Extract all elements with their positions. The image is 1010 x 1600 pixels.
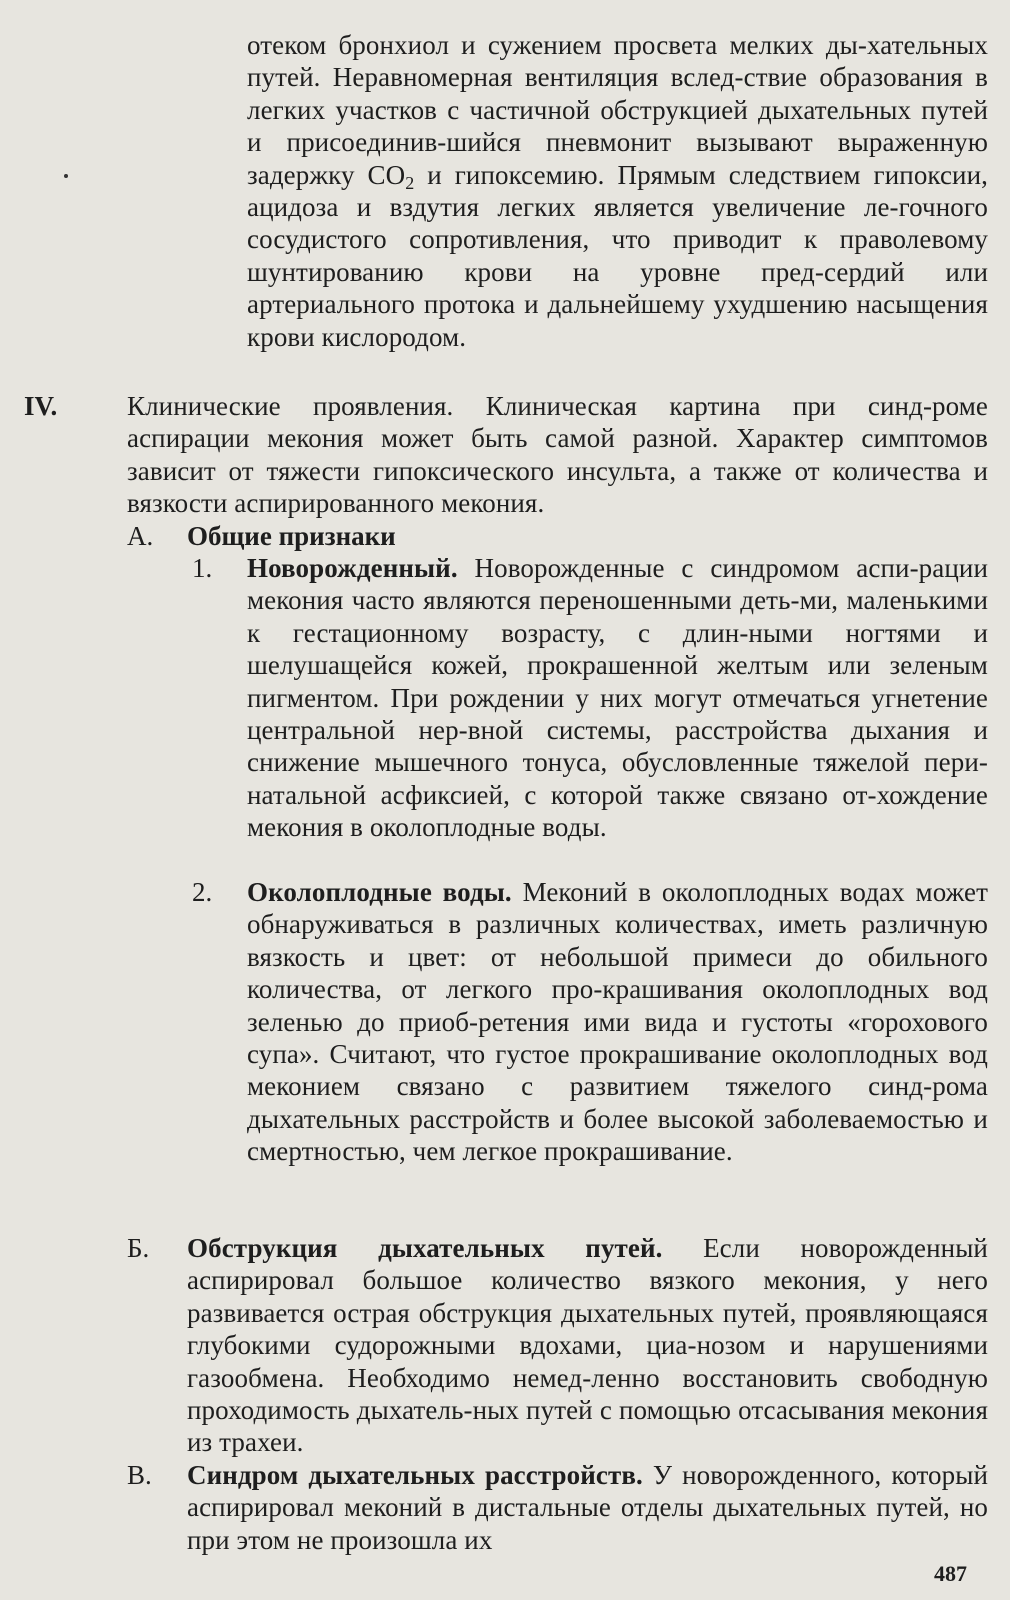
- item-1-text: Новорожденные с синдромом аспи-рации мекония часто являются переношенными деть-ми, маленькими к гестационному возрасту, с длин-ными ногтями и шелушащейся кожей, прокрашенной желтым или зеленым пигментом. При рождении у них могут отмечаться угнетение центральной нер-вной системы, расстройства дыхания и снижение мышечного тонуса, обусловленные тяжелой пери-натальной асфиксией, с которой также связано от-хождение мекония в околоплодные воды.: [247, 553, 988, 843]
- item-2-text: Меконий в околоплодных водах может обнаруживаться в различных количествах, иметь различную вязкость и цвет: от небольшой примеси до обильного количества, от легкого про-крашивания околоплодных вод зеленью до приоб-ретения ими вида и густоты «горохового супа». Считают, что густое прокрашивание околоплодных вод меконием связано с развитием тяжелого синд-рома дыхательных расстройств и более высокой заболеваемостью и смертностью, чем легкое прокрашивание.: [247, 877, 988, 1167]
- item-1-paragraph: [247, 552, 988, 844]
- item-2-number: 2.: [192, 877, 213, 907]
- subsection-v-paragraph: [187, 1459, 988, 1556]
- subsection-a-title: Общие признаки: [187, 521, 396, 551]
- margin-dot: [64, 174, 68, 178]
- page-number: 487: [934, 1561, 967, 1586]
- item-1-lead: Новорожденный.: [247, 553, 458, 583]
- item-2-lead: Околоплодные воды.: [247, 877, 512, 907]
- co2-subscript: 2: [405, 172, 415, 193]
- subsection-b-lead: Обструкция дыхательных путей.: [187, 1233, 663, 1263]
- continuation-paragraph: [247, 29, 988, 353]
- subsection-b-text: Если новорожденный аспирировал большое количество вязкого мекония, у него развивается острая обструкция дыхательных путей, проявляющаяся глубокими судорожными вдохами, циа-нозом и нарушениями газообмена. Необходимо немед-ленно восстановить свободную проходимость дыхатель-ных путей с помощью отсасывания мекония из трахеи.: [187, 1233, 988, 1458]
- section-iv-paragraph: Клинические проявления. Клиническая картина при синд-роме аспирации мекония может быть самой разной. Характер симптомов зависит от тяжести гипоксического инсульта, а также от количества и вязкости аспирированного мекония.: [127, 391, 988, 519]
- subsection-v-text: У новорожденного, который аспирировал меконий в дистальные отделы дыхательных путей, но при этом не произошла их: [187, 1460, 988, 1555]
- subsection-v-letter: В.: [127, 1460, 152, 1490]
- item-2-paragraph: [247, 876, 988, 1168]
- section-iv-number: IV.: [24, 391, 58, 421]
- subsection-b-paragraph: [187, 1232, 988, 1459]
- continuation-text-b: и гипоксемию. Прямым следствием гипоксии, ацидоза и вздутия легких является увеличение ле-гочного сосудистого сопротивления, что приводит к праволевому шунтированию крови на уровне пред-сердий или артериального протока и дальнейшему ухудшению насыщения крови кислородом.: [247, 159, 988, 352]
- subsection-v-lead: Синдром дыхательных расстройств.: [187, 1460, 643, 1490]
- subsection-b-letter: Б.: [127, 1233, 150, 1263]
- item-1-number: 1.: [192, 553, 213, 583]
- subsection-a-letter: А.: [127, 521, 154, 551]
- continuation-text-a: отеком бронхиол и сужением просвета мелких ды-хательных путей. Неравномерная вентиляция вслед-ствие образования в легких участков с частичной обструкцией дыхательных путей и присоединив-шийся пневмонит вызывают выраженную задержку CO: [247, 30, 988, 190]
